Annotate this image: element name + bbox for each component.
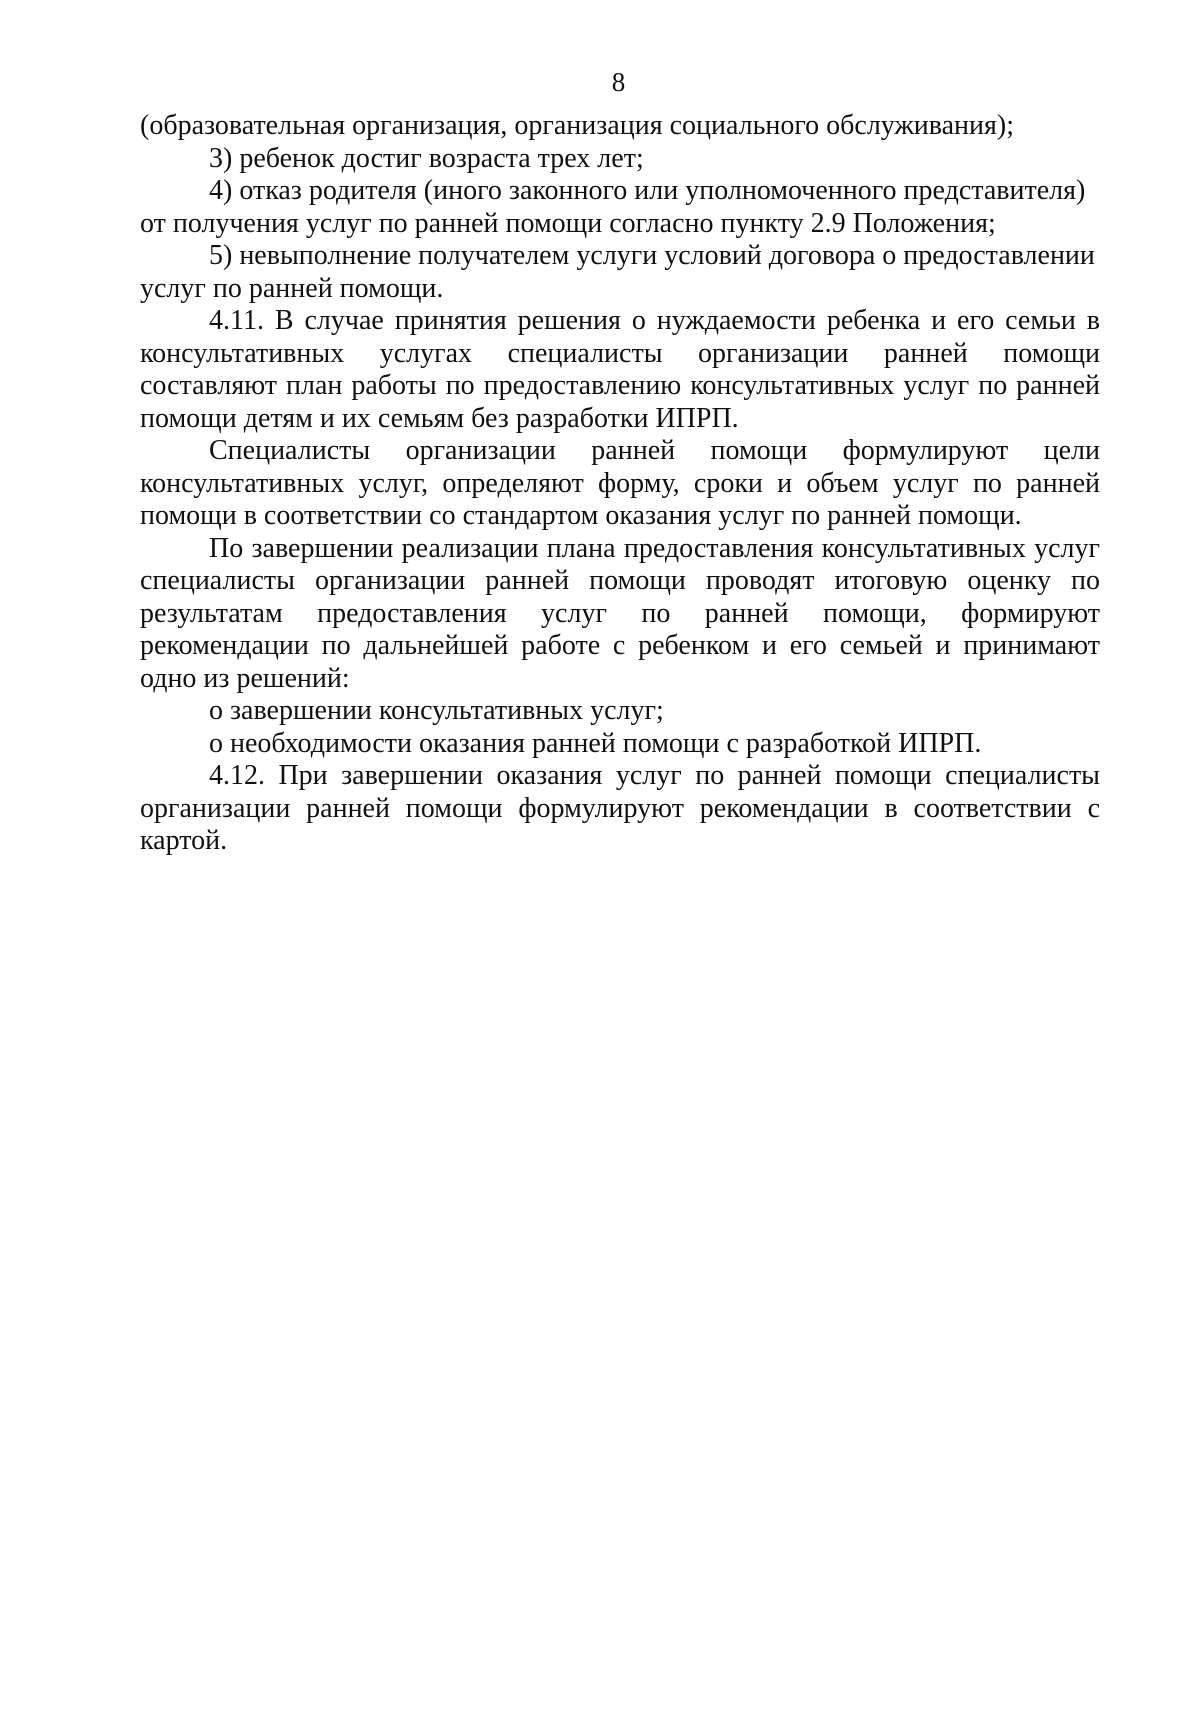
paragraph-continuation: (образовательная организация, организация социального обслуживания);	[140, 110, 1015, 141]
decision-option-1: о завершении консультативных услуг;	[209, 695, 664, 726]
paragraph-completion-assessment: По завершении реализации плана предоставления консультативных услуг специалисты организации ранней помощи проводят итоговую оценку по результатам предоставления услуг по ранней помощи, формируют рекомендации по дальнейшей работе с ребенком и его семьей и принимают одно из решений:	[140, 532, 1100, 694]
document-body	[140, 110, 1100, 858]
decision-option-2: о необходимости оказания ранней помощи с разработкой ИПРП.	[209, 727, 982, 759]
list-item-4: 4) отказ родителя (иного законного или уполномоченного представителя) от получения услуг по ранней помощи согласно пункту 2.9 Положения;	[140, 175, 1086, 239]
clause-4-12: 4.12. При завершении оказания услуг по ранней помощи специалисты организации ранней помощи формулируют рекомендации в соответствии с картой.	[140, 760, 1100, 856]
list-item-5: 5) невыполнение получателем услуги условий договора о предоставлении услуг по ранней помощи.	[140, 240, 1095, 304]
list-item-3: 3) ребенок достиг возраста трех лет;	[209, 142, 644, 174]
page-number: 8	[611, 67, 626, 97]
paragraph-specialists-goals: Специалисты организации ранней помощи формулируют цели консультативных услуг, определяют форму, сроки и объем услуг по ранней помощи в соответствии со стандартом оказания услуг по ранней помощи.	[140, 435, 1100, 531]
clause-4-11: 4.11. В случае принятия решения о нуждаемости ребенка и его семьи в консультативных услугах специалисты организации ранней помощи составляют план работы по предоставлению консультативных услуг по ранней помощи детям и их семьям без разработки ИПРП.	[140, 305, 1100, 434]
